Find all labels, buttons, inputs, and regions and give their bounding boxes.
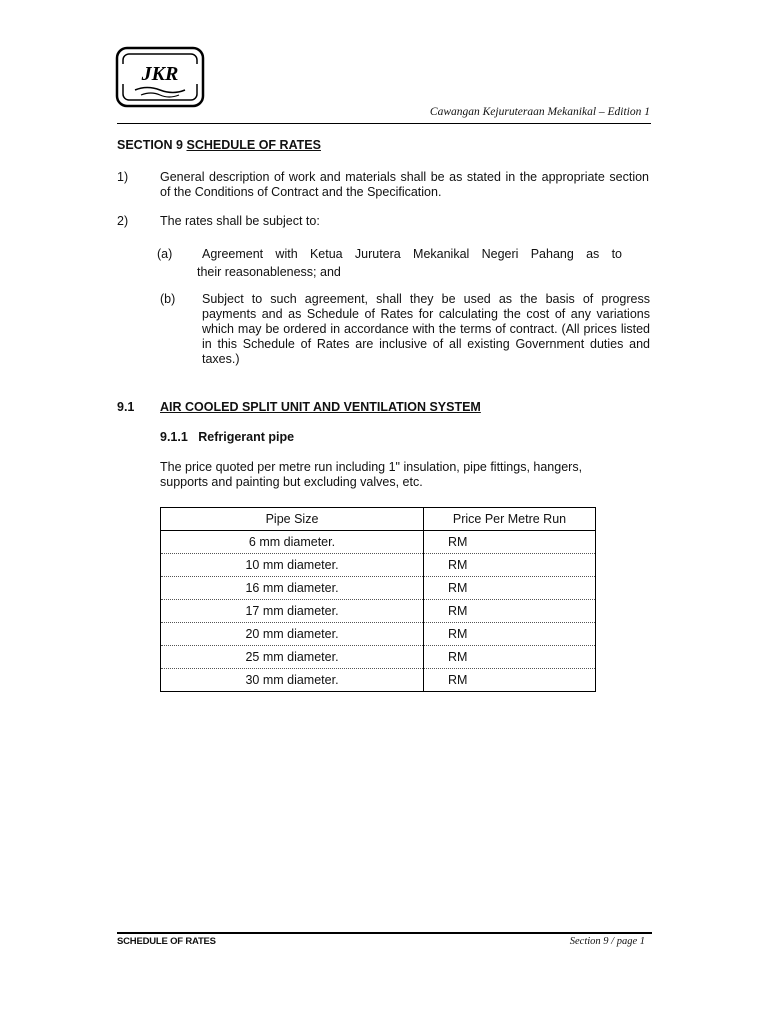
- item-2-text: The rates shall be subject to:: [160, 214, 320, 228]
- section-label: SECTION 9: [117, 138, 183, 152]
- pipe-description: The price quoted per metre run including 1" insulation, pipe fittings, hangers, supports and painting but excluding valves, etc.: [160, 460, 583, 489]
- price-cell: RM: [424, 646, 596, 669]
- table-row: [161, 554, 596, 577]
- price-cell: RM: [424, 600, 596, 623]
- pipe-size-cell: 16 mm diameter.: [161, 577, 424, 600]
- item-1-number: 1): [117, 170, 129, 184]
- header-divider: [117, 123, 651, 124]
- pipe-size-cell: 25 mm diameter.: [161, 646, 424, 669]
- sub-item-a-label: (a): [157, 247, 173, 261]
- header-price: Price Per Metre Run: [424, 508, 596, 531]
- table-row: [161, 531, 596, 554]
- edition-header: Cawangan Kejuruteraan Mekanikal – Edition 1: [429, 106, 650, 118]
- page-number: Section 9 / page 1: [569, 936, 645, 947]
- table-row: [161, 600, 596, 623]
- sub-item-b-text: Subject to such agreement, shall they be used as the basis of progress payments and as Schedule of Rates for calculating the cost of any variations which may be ordered in accordance with the terms of contract. (All prices listed in this Schedule of Rates are inclusive of all existing Government duties and taxes.): [202, 292, 650, 366]
- subsection-number: 9.1: [117, 400, 135, 414]
- price-cell: RM: [424, 577, 596, 600]
- sub-item-a-line1: Agreement with Ketua Jurutera Mekanikal Negeri Pahang as to: [202, 247, 622, 261]
- rates-table: [160, 507, 596, 692]
- price-cell: RM: [424, 669, 596, 692]
- table-row: [161, 623, 596, 646]
- price-cell: RM: [424, 623, 596, 646]
- price-cell: RM: [448, 535, 468, 549]
- item-1-text: General description of work and materials shall be as stated in the appropriate section of the Conditions of Contract and the Specification.: [160, 170, 649, 199]
- table-row: [161, 577, 596, 600]
- pipe-size-cell: 6 mm diameter.: [161, 531, 424, 554]
- pipe-size-cell: 10 mm diameter.: [161, 554, 424, 577]
- table-row: [161, 646, 596, 669]
- header-pipe-size: Pipe Size: [161, 508, 424, 531]
- footer-divider: [117, 932, 652, 934]
- jkr-logo: [115, 46, 205, 108]
- pipe-size-cell: 17 mm diameter.: [161, 600, 424, 623]
- section-title: SCHEDULE OF RATES: [186, 138, 321, 152]
- sub-item-a-line2: their reasonableness; and: [197, 265, 341, 279]
- pipe-size-cell: 30 mm diameter.: [161, 669, 424, 692]
- sub-item-b-label: (b): [160, 292, 176, 306]
- item-2-number: 2): [117, 214, 129, 228]
- price-cell: RM: [424, 554, 596, 577]
- footer-title: SCHEDULE OF RATES: [117, 936, 216, 947]
- logo-text: JKR: [141, 63, 179, 85]
- table-header-row: [161, 508, 596, 531]
- sub-subsection-title: 9.1.1 Refrigerant pipe: [160, 430, 295, 444]
- section-heading: [117, 138, 321, 152]
- pipe-size-cell: 20 mm diameter.: [161, 623, 424, 646]
- subsection-title: AIR COOLED SPLIT UNIT AND VENTILATION SYSTEM: [160, 400, 481, 414]
- table-row: [161, 669, 596, 692]
